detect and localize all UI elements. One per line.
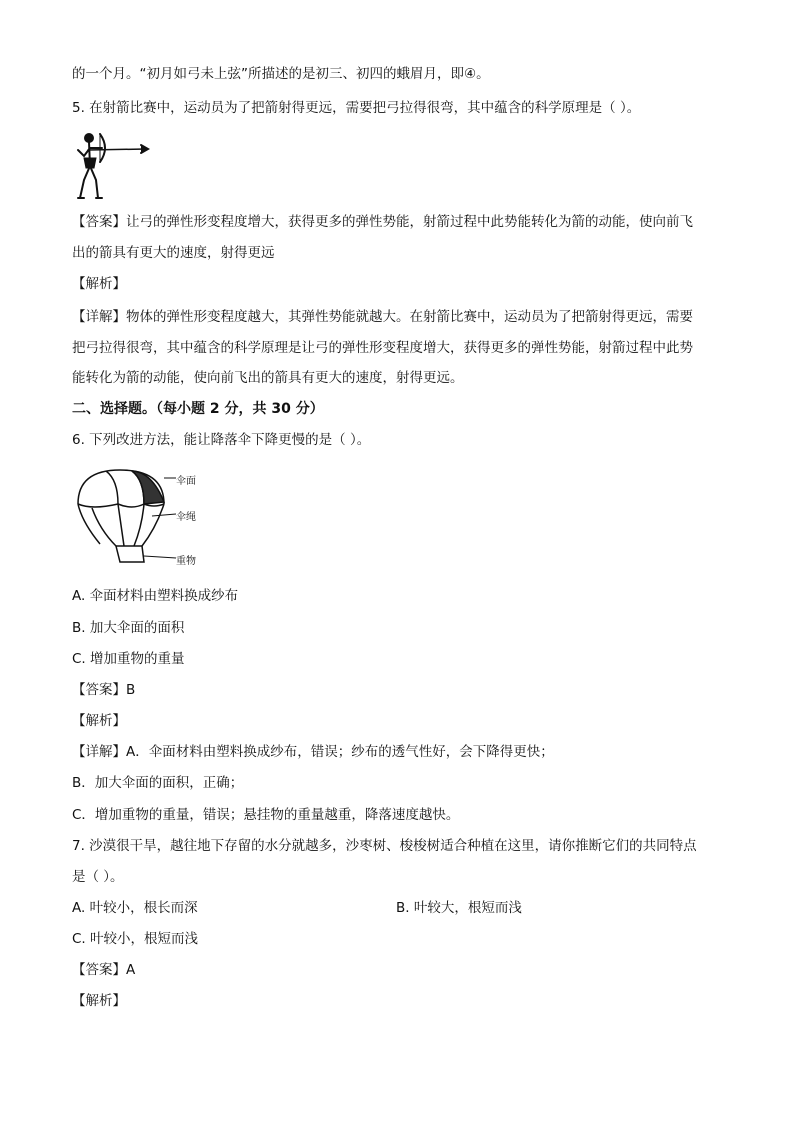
question-5: 5. 在射箭比赛中，运动员为了把箭射得更远，需要把弓拉得很弯，其中蕴含的科学原理是（ ）。 bbox=[72, 100, 641, 116]
option-7-c: C. 叶较小，根短而浅 bbox=[72, 931, 199, 947]
question-6: 6. 下列改进方法，能让降落伞下降更慢的是（ ）。 bbox=[72, 432, 371, 448]
section-2-heading: 二、选择题。（每小题 2 分，共 30 分） bbox=[72, 401, 324, 417]
question-7-line-1: 7. 沙漠很干旱，越往地下存留的水分就越多，沙枣树、梭梭树适合种植在这里，请你推断它们的共同特点 bbox=[72, 838, 697, 854]
analysis-5-label: 【解析】 bbox=[72, 276, 126, 292]
question-7-line-2: 是（ ）。 bbox=[72, 869, 124, 885]
archer-figure bbox=[70, 128, 152, 202]
answer-5-line-2: 出的箭具有更大的速度，射得更远 bbox=[72, 245, 275, 261]
parachute-figure bbox=[72, 464, 212, 574]
analysis-6-label: 【解析】 bbox=[72, 713, 126, 729]
label-canopy: 伞面 bbox=[176, 476, 196, 487]
detail-5-line-2: 把弓拉得很弯，其中蕴含的科学原理是让弓的弹性形变程度增大，获得更多的弹性势能，射箭过程中此势 bbox=[72, 340, 693, 356]
option-6-c: C. 增加重物的重量 bbox=[72, 651, 185, 667]
option-6-a: A. 伞面材料由塑料换成纱布 bbox=[72, 588, 239, 604]
option-7-b: B. 叶较大，根短而浅 bbox=[396, 900, 522, 916]
detail-6-line-1: 【详解】A．伞面材料由塑料换成纱布，错误；纱布的透气性好，会下降得更快； bbox=[72, 744, 554, 760]
label-rope: 伞绳 bbox=[176, 512, 196, 523]
option-6-b: B. 加大伞面的面积 bbox=[72, 620, 185, 636]
option-7-a: A. 叶较小，根长而深 bbox=[72, 900, 198, 916]
detail-6-line-3: C．增加重物的重量，错误；悬挂物的重量越重，降落速度越快。 bbox=[72, 807, 460, 823]
detail-5-line-1: 【详解】物体的弹性形变程度越大，其弹性势能就越大。在射箭比赛中，运动员为了把箭射得更远，需要 bbox=[72, 309, 693, 325]
detail-5-line-3: 能转化为箭的动能，使向前飞出的箭具有更大的速度，射得更远。 bbox=[72, 370, 464, 386]
detail-6-line-2: B．加大伞面的面积，正确； bbox=[72, 775, 244, 791]
text-line: 的一个月。“初月如弓未上弦”所描述的是初三、初四的蛾眉月，即④。 bbox=[72, 66, 490, 82]
answer-7: 【答案】A bbox=[72, 962, 136, 978]
label-weight: 重物 bbox=[176, 556, 196, 567]
answer-5-line-1: 【答案】让弓的弹性形变程度增大，获得更多的弹性势能，射箭过程中此势能转化为箭的动能，使向前飞 bbox=[72, 214, 693, 230]
answer-6: 【答案】B bbox=[72, 682, 136, 698]
analysis-7-label: 【解析】 bbox=[72, 993, 126, 1009]
